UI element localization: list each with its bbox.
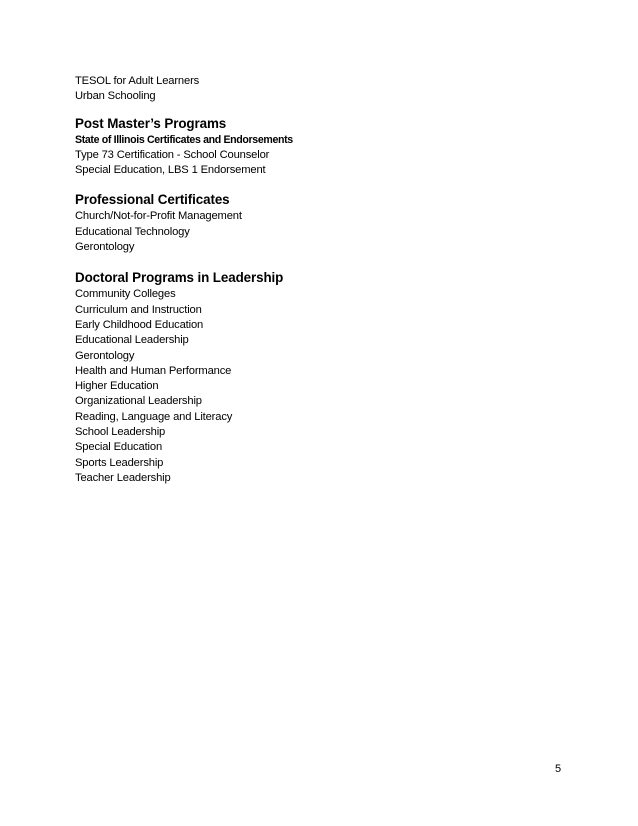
list-item: Early Childhood Education [75,318,204,331]
list-item: Church/Not-for-Profit Management [75,210,242,223]
post-masters-section [75,115,575,179]
doctoral-programs-section [75,269,575,486]
section-subheading: State of Illinois Certificates and Endorsements [75,133,293,146]
list-item: Educational Leadership [75,334,189,347]
list-item: TESOL for Adult Learners [75,75,200,87]
list-item: Gerontology [75,241,135,254]
page-number: 5 [555,763,562,775]
list-item: Special Education, LBS 1 Endorsement [75,164,266,177]
list-item: Type 73 Certification - School Counselor [75,148,270,161]
list-item: Gerontology [75,349,135,362]
list-item: Community Colleges [75,288,176,301]
list-item: Educational Technology [75,225,190,238]
section-heading: Professional Certificates [75,192,230,208]
list-item: Organizational Leadership [75,395,202,408]
professional-certificates-section [75,191,575,255]
list-item: Urban Schooling [75,90,156,103]
continued-section [75,74,575,105]
program-list [75,74,575,486]
list-item: Teacher Leadership [75,471,171,484]
section-heading: Post Master’s Programs [75,115,227,131]
list-item: Reading, Language and Literacy [75,410,233,423]
list-item: School Leadership [75,426,166,439]
list-item: Higher Education [75,380,159,393]
list-item: Health and Human Performance [75,364,232,377]
list-item: Sports Leadership [75,456,164,469]
list-item: Curriculum and Instruction [75,303,202,316]
section-heading: Doctoral Programs in Leadership [75,270,284,286]
list-item: Special Education [75,441,163,454]
